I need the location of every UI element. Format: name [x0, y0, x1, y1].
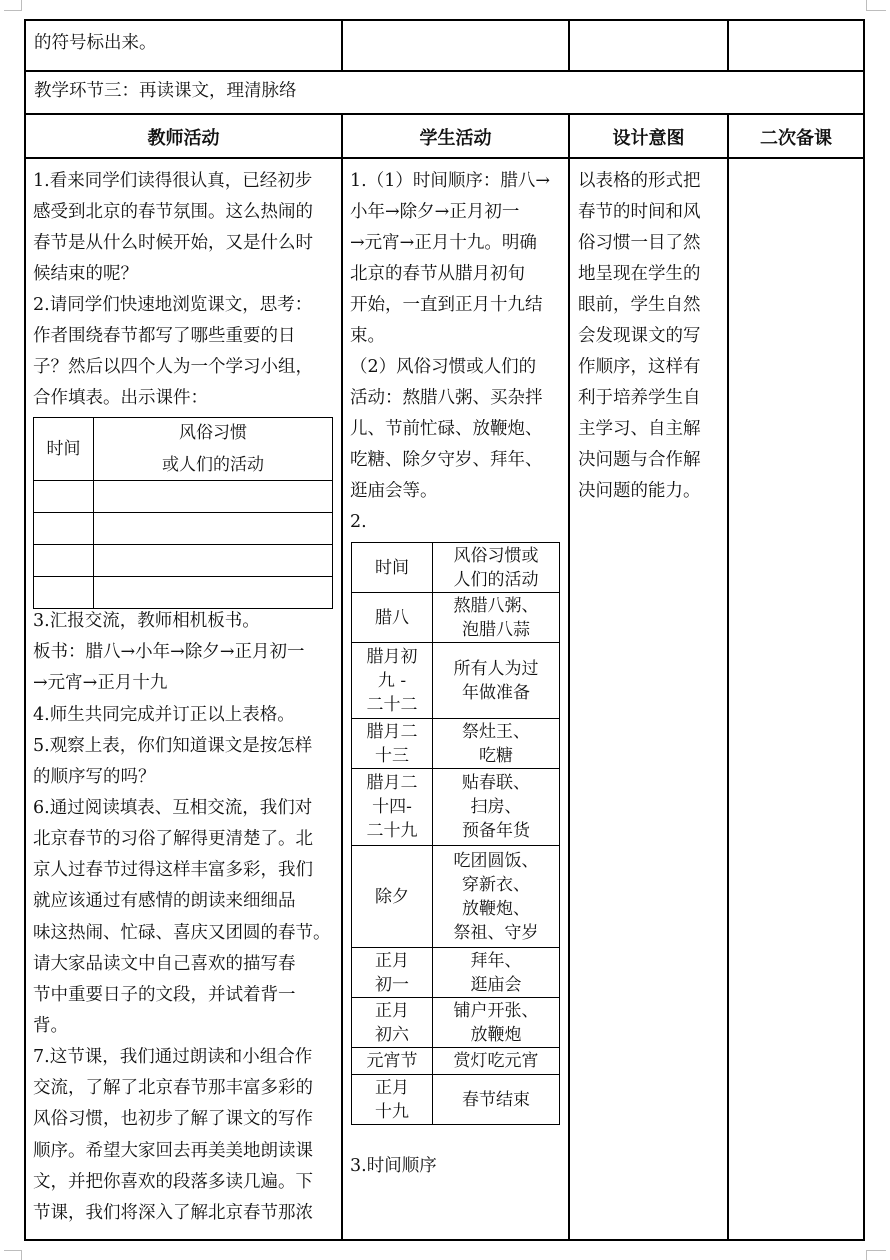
- crop-mark-top-left: [4, 10, 22, 11]
- teacher-line: →元宵→正月十九: [33, 673, 168, 693]
- fill-table-blank-cell: [94, 481, 333, 513]
- col-divider-3-top: [727, 19, 729, 72]
- answer-activity-cell: [433, 948, 560, 998]
- answer-time-text: 腊八: [375, 607, 409, 628]
- table-border-top: [24, 19, 865, 21]
- student-line: 1.（1）时间顺序：腊八→: [350, 171, 550, 191]
- teacher-line: 文，并把你喜欢的段落多读几遍。下: [33, 1171, 313, 1192]
- answer-activity-text: 祭祖、守岁: [453, 922, 539, 943]
- teacher-line: 7.这节课，我们通过朗读和小组合作: [33, 1047, 313, 1067]
- row-divider-1: [24, 70, 865, 72]
- answer-time-text: 腊月初: [366, 646, 418, 667]
- answer-activity-cell: [433, 543, 560, 593]
- answer-activity-text: 放鞭炮、: [462, 898, 530, 919]
- answer-activity-text: 泡腊八蒜: [462, 619, 530, 640]
- answer-activity-text: 穿新衣、: [462, 874, 530, 895]
- teacher-line: 春节是从什么时候开始，又是什么时: [33, 233, 313, 253]
- answer-time-cell: [352, 593, 433, 643]
- student-line: 北京的春节从腊月初旬: [350, 264, 525, 284]
- answer-activity-text: 年做准备: [462, 682, 530, 703]
- crop-mark-top-right: [866, 10, 886, 11]
- teacher-line: 交流，了解了北京春节那丰富多彩的: [33, 1078, 313, 1098]
- answer-time-text: 九 -: [377, 670, 407, 691]
- answer-time-cell: [352, 643, 433, 719]
- answer-activity-text: 放鞭炮: [470, 1024, 522, 1045]
- answer-activity-cell: [433, 998, 560, 1048]
- answer-activity-text: 贴春联、: [462, 773, 530, 793]
- design-line: 利于培养学生自: [578, 388, 701, 408]
- fill-table-header-activity: [94, 418, 333, 481]
- student-line: →元宵→正月十九。明确: [350, 233, 537, 253]
- student-end-text: 3.时间顺序: [350, 1156, 437, 1176]
- design-line: 眼前，学生自然: [578, 295, 701, 315]
- design-line: 俗习惯一目了然: [578, 233, 701, 253]
- fill-table-blank-cell: [34, 577, 94, 609]
- fill-table-header-activity-line1: 风俗习惯: [179, 423, 247, 443]
- teacher-line: 5.观察上表，你们知道课文是按怎样: [33, 735, 313, 756]
- answer-activity-text: 预备年货: [462, 821, 530, 841]
- answer-activity-text: 拜年、: [470, 950, 522, 971]
- student-answer-table: [351, 542, 560, 1125]
- teacher-line: 作者围绕春节都写了哪些重要的日: [33, 326, 296, 346]
- design-line: 以表格的形式把: [578, 171, 701, 191]
- teacher-line: 的顺序写的吗？: [33, 766, 156, 787]
- teacher-line: 风俗习惯，也初步了解了课文的写作: [33, 1109, 313, 1129]
- design-line: 作顺序，这样有: [578, 357, 701, 377]
- header-teacher-activity: 教师活动: [147, 128, 220, 149]
- answer-time-text: 二十二: [366, 694, 418, 715]
- header-student-activity: 学生活动: [419, 128, 492, 149]
- teacher-fill-table: [33, 417, 333, 609]
- design-line: 主学习、自主解: [578, 419, 701, 439]
- table-border-right: [863, 19, 865, 1241]
- col-divider-1: [341, 113, 343, 1241]
- col-divider-1-top: [341, 19, 343, 72]
- answer-activity-text: 赏灯吃元宵: [453, 1051, 539, 1071]
- answer-activity-text: 逛庙会: [470, 974, 522, 995]
- teacher-line: 就应该通过有感情的朗读来细细品: [33, 891, 296, 911]
- student-line: 小年→除夕→正月初一: [350, 202, 520, 222]
- answer-activity-text: 祭灶王、: [462, 721, 530, 742]
- teacher-line: 节课，我们将深入了解北京春节那浓: [33, 1202, 313, 1223]
- fill-table-blank-cell: [34, 545, 94, 577]
- crop-mark-top-right-v: [866, 0, 867, 10]
- table-border-bottom: [24, 1239, 865, 1241]
- answer-time-text: 二十九: [366, 821, 418, 841]
- teacher-line: 京人过春节过得这样丰富多彩，我们: [33, 860, 313, 880]
- teacher-line: 背。: [33, 1016, 68, 1036]
- answer-activity-cell: [433, 643, 560, 719]
- fill-table-blank-cell: [34, 513, 94, 545]
- answer-time-cell: [352, 948, 433, 998]
- design-line: 会发现课文的写: [578, 326, 701, 346]
- teacher-line: 板书：腊八→小年→除夕→正月初一: [33, 642, 305, 662]
- crop-mark-bottom-left: [4, 1250, 22, 1251]
- student-line: 吃糖、除夕守岁、拜年、: [350, 450, 543, 470]
- answer-time-text: 除夕: [375, 886, 409, 907]
- answer-activity-text: 所有人为过: [453, 658, 539, 679]
- answer-time-text: 腊月二: [366, 773, 418, 793]
- design-line: 决问题与合作解: [578, 450, 701, 470]
- answer-time-cell: [352, 543, 433, 593]
- student-line: （2）风俗习惯或人们的: [350, 357, 537, 377]
- student-line: 儿、节前忙碌、放鞭炮、: [350, 419, 543, 439]
- answer-time-cell: [352, 719, 433, 769]
- answer-activity-text: 风俗习惯或: [453, 545, 539, 566]
- secondary-prep-cell: [729, 159, 863, 1239]
- teacher-line: 候结束的呢？: [33, 264, 138, 284]
- teacher-line: 3.汇报交流，教师相机板书。: [33, 611, 260, 631]
- answer-time-text: 时间: [375, 557, 409, 578]
- answer-activity-cell: [433, 769, 560, 846]
- answer-activity-text: 熬腊八粥、: [453, 595, 539, 616]
- fill-table-header-activity-line2: 或人们的活动: [162, 455, 264, 475]
- answer-activity-text: 吃团圆饭、: [453, 850, 539, 871]
- teacher-line: 感受到北京的春节氛围。这么热闹的: [33, 202, 313, 222]
- teacher-line: 顺序。希望大家回去再美美地朗读课: [33, 1140, 313, 1161]
- answer-time-cell: [352, 846, 433, 948]
- design-line: 地呈现在学生的: [578, 264, 701, 284]
- teacher-line: 2.请同学们快速地浏览课文，思考：: [33, 295, 313, 315]
- answer-time-text: 初六: [375, 1024, 409, 1045]
- answer-activity-cell: [433, 846, 560, 948]
- crop-mark-bottom-left-v: [21, 1250, 22, 1260]
- answer-time-text: 十三: [375, 745, 409, 766]
- design-line: 决问题的能力。: [578, 481, 701, 501]
- row-divider-2: [24, 113, 865, 115]
- top-row-text: 的符号标出来。: [34, 33, 157, 53]
- section-title: 教学环节三：再读课文，理清脉络: [34, 81, 297, 101]
- header-design-intent: 设计意图: [612, 128, 685, 149]
- fill-table-header-time: 时间: [34, 418, 94, 481]
- teacher-line: 1.看来同学们读得很认真，已经初步: [33, 171, 313, 191]
- crop-mark-bottom-right: [866, 1250, 886, 1251]
- table-border-left: [24, 19, 26, 1241]
- answer-activity-cell: [433, 1075, 560, 1125]
- answer-time-cell: [352, 1048, 433, 1075]
- crop-mark-bottom-right-v: [866, 1250, 867, 1260]
- fill-table-blank-cell: [34, 481, 94, 513]
- teacher-line: 6.通过阅读填表、互相交流，我们对: [33, 798, 313, 818]
- teacher-line: 节中重要日子的文段，并试着背一: [33, 984, 296, 1005]
- answer-time-text: 正月: [375, 1077, 409, 1098]
- answer-time-cell: [352, 769, 433, 846]
- design-line: 春节的时间和风: [578, 202, 701, 222]
- answer-activity-text: 扫房、: [470, 797, 522, 817]
- answer-time-text: 十四-: [372, 797, 412, 817]
- col-divider-2-top: [568, 19, 570, 72]
- student-line: 束。: [350, 326, 385, 346]
- answer-time-text: 十九: [375, 1101, 409, 1122]
- student-line: 2.: [350, 512, 367, 532]
- fill-table-blank-cell: [94, 577, 333, 609]
- teacher-line: 4.师生共同完成并订正以上表格。: [33, 704, 295, 725]
- col-divider-2: [568, 113, 570, 1241]
- answer-activity-text: 吃糖: [479, 745, 513, 766]
- answer-time-cell: [352, 1075, 433, 1125]
- header-secondary-prep: 二次备课: [760, 128, 832, 149]
- answer-time-text: 正月: [375, 1000, 409, 1021]
- answer-time-text: 腊月二: [366, 721, 418, 742]
- teacher-line: 请大家品读文中自己喜欢的描写春: [33, 953, 296, 974]
- answer-time-text: 初一: [375, 974, 409, 995]
- answer-time-cell: [352, 998, 433, 1048]
- answer-activity-text: 人们的活动: [453, 569, 539, 590]
- answer-activity-cell: [433, 719, 560, 769]
- teacher-line: 合作填表。出示课件：: [33, 388, 208, 408]
- teacher-line: 味这热闹、忙碌、喜庆又团圆的春节。: [33, 922, 331, 943]
- teacher-line: 北京春节的习俗了解得更清楚了。北: [33, 829, 313, 849]
- crop-mark-top-left-v: [21, 0, 22, 10]
- answer-activity-cell: [433, 593, 560, 643]
- fill-table-blank-cell: [94, 545, 333, 577]
- answer-activity-cell: [433, 1048, 560, 1075]
- teacher-line: 子？然后以四个人为一个学习小组，: [33, 357, 313, 377]
- fill-table-blank-cell: [94, 513, 333, 545]
- answer-activity-text: 春节结束: [462, 1089, 530, 1110]
- student-line: 活动：熬腊八粥、买杂拌: [350, 388, 543, 408]
- answer-time-text: 正月: [375, 950, 409, 971]
- student-line: 逛庙会等。: [350, 481, 438, 501]
- student-line: 开始，一直到正月十九结: [350, 295, 543, 315]
- answer-time-text: 元宵节: [366, 1051, 418, 1071]
- answer-activity-text: 铺户开张、: [453, 1000, 539, 1021]
